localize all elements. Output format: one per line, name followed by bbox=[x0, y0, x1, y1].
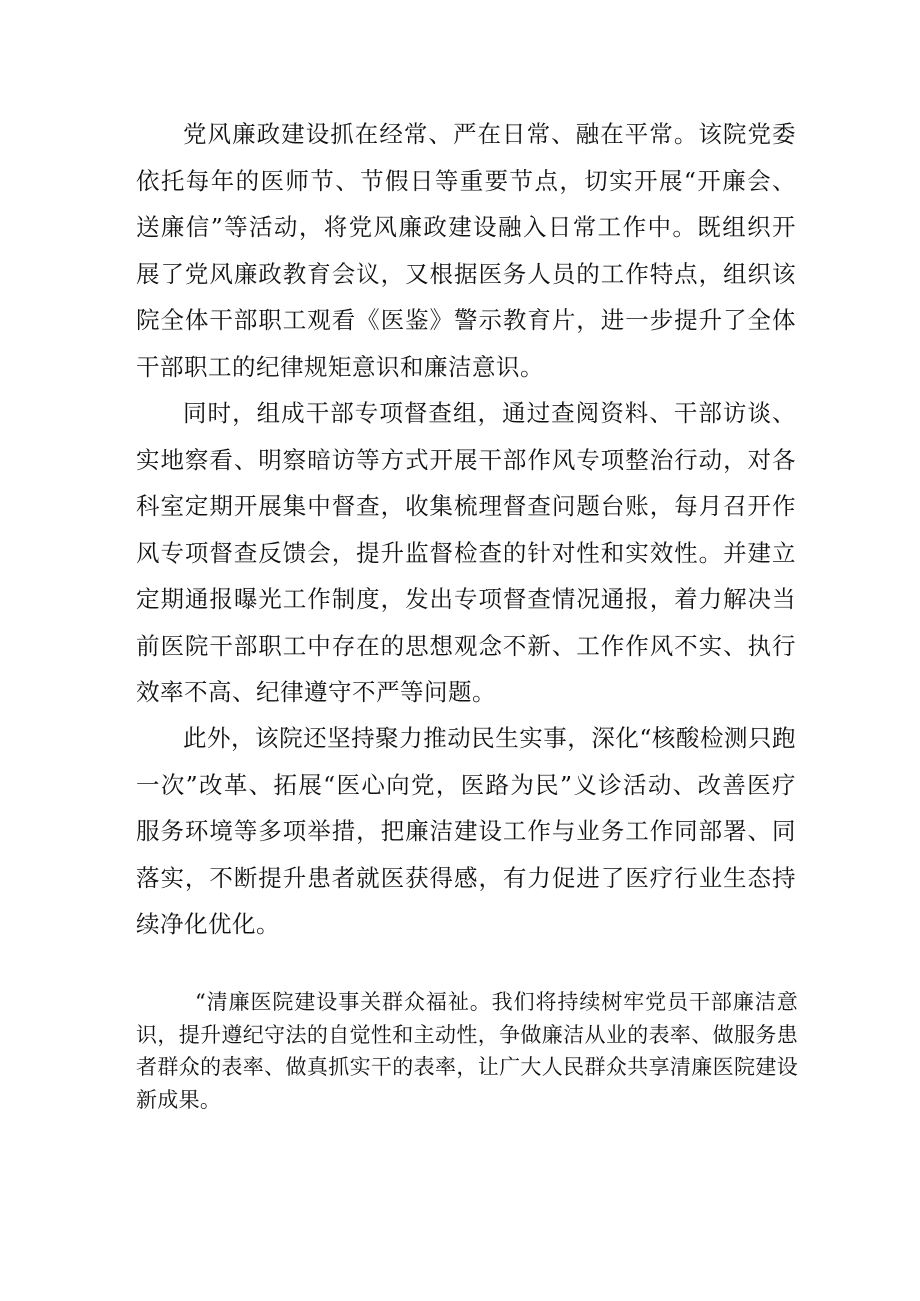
paragraph-party-conduct: 党风廉政建设抓在经常、严在日常、融在平常。该院党委依托每年的医师节、节假日等重要节点，切实开展“开廉会、送廉信”等活动，将党风廉政建设融入日常工作中。既组织开展了党风廉政教育会议，又根据医务人员的工作特点，组织该院全体干部职工观看《医鉴》警示教育片，进一步提升了全体干部职工的纪律规矩意识和廉洁意识。 bbox=[136, 120, 796, 381]
paragraph-quote: “清廉医院建设事关群众福祉。我们将持续树牢党员干部廉洁意识，提升遵纪守法的自觉性和主动性，争做廉洁从业的表率、做服务患者群众的表率、做真抓实干的表率，让广大人民群众共享清廉医院建设新成果。 bbox=[136, 990, 798, 1112]
paragraph-supervision: 同时，组成干部专项督查组，通过查阅资料、干部访谈、实地察看、明察暗访等方式开展干部作风专项整治行动，对各科室定期开展集中督查，收集梳理督查问题台账，每月召开作风专项督查反馈会，提升监督检查的针对性和实效性。并建立定期通报曝光工作制度，发出专项督查情况通报，着力解决当前医院干部职工中存在的思想观念不新、工作作风不实、执行效率不高、纪律遵守不严等问题。 bbox=[136, 399, 796, 706]
paragraph-livelihood: 此外，该院还坚持聚力推动民生实事，深化“核酸检测只跑一次”改革、拓展“医心向党，医路为民”义诊活动、改善医疗服务环境等多项举措，把廉洁建设工作与业务工作同部署、同落实，不断提升患者就医获得感，有力促进了医疗行业生态持续净化优化。 bbox=[136, 724, 796, 938]
